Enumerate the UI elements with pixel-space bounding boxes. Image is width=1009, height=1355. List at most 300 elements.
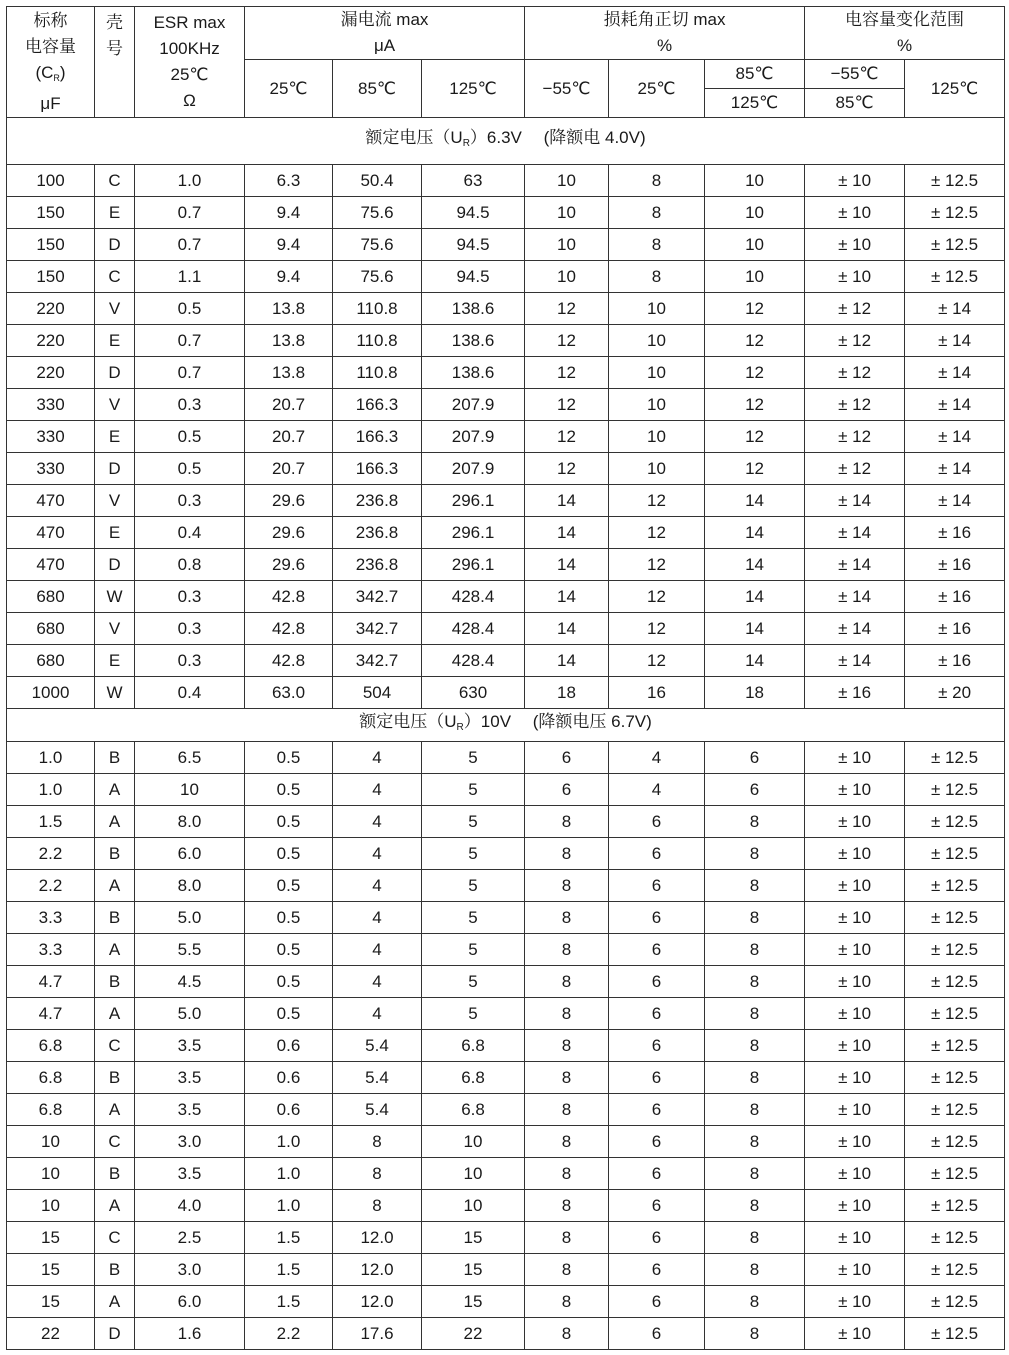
- cell-leakage-85: 4: [333, 902, 422, 934]
- cell-leakage-25: 9.4: [245, 197, 333, 229]
- header-case-line2: 号: [106, 39, 123, 58]
- header-cap-change-temp-125: 125℃: [905, 60, 1005, 118]
- cell-df-minus55: 8: [525, 1062, 609, 1094]
- cell-df-25: 6: [609, 1094, 705, 1126]
- cell-cap-change-minus55-85: ± 10: [805, 870, 905, 902]
- cell-cap-change-125: ± 14: [905, 325, 1005, 357]
- cell-esr: 3.0: [135, 1254, 245, 1286]
- cell-df-minus55: 14: [525, 581, 609, 613]
- cell-capacitance: 680: [7, 581, 95, 613]
- cell-capacitance: 6.8: [7, 1030, 95, 1062]
- header-case: [95, 7, 135, 118]
- cell-df-25: 8: [609, 261, 705, 293]
- cell-case: B: [95, 742, 135, 774]
- cell-leakage-85: 5.4: [333, 1030, 422, 1062]
- cell-df-25: 10: [609, 357, 705, 389]
- cell-df-85-125: 8: [705, 902, 805, 934]
- cell-cap-change-minus55-85: ± 10: [805, 774, 905, 806]
- table-row: [7, 613, 1005, 645]
- cell-leakage-125: 10: [422, 1158, 525, 1190]
- cell-df-85-125: 8: [705, 806, 805, 838]
- cell-case: E: [95, 325, 135, 357]
- cell-capacitance: 100: [7, 165, 95, 197]
- cell-df-minus55: 12: [525, 325, 609, 357]
- header-capacitance-line1: 标称: [33, 10, 68, 30]
- table-body: [7, 118, 1005, 1350]
- cell-leakage-85: 236.8: [333, 549, 422, 581]
- table-row: [7, 1318, 1005, 1350]
- cell-case: A: [95, 998, 135, 1030]
- cell-esr: 0.4: [135, 677, 245, 709]
- cell-leakage-125: 5: [422, 870, 525, 902]
- cell-df-minus55: 8: [525, 1286, 609, 1318]
- cell-cap-change-minus55-85: ± 12: [805, 293, 905, 325]
- cell-cap-change-minus55-85: ± 10: [805, 1286, 905, 1318]
- cell-leakage-125: 5: [422, 966, 525, 998]
- cell-leakage-125: 428.4: [422, 581, 525, 613]
- table-row: [7, 870, 1005, 902]
- cell-cap-change-minus55-85: ± 10: [805, 838, 905, 870]
- header-dissipation-title: 损耗角正切 max: [603, 10, 726, 29]
- cell-cap-change-125: ± 12.5: [905, 838, 1005, 870]
- cell-esr: 0.7: [135, 357, 245, 389]
- cell-df-25: 8: [609, 229, 705, 261]
- cell-df-25: 10: [609, 421, 705, 453]
- section-voltage-label: 额定电压$(U_R)10V$ (降额电压 6.7V): [7, 709, 1005, 742]
- cell-leakage-25: 0.5: [245, 742, 333, 774]
- table-row: [7, 1158, 1005, 1190]
- cell-case: C: [95, 1126, 135, 1158]
- cell-df-25: 10: [609, 453, 705, 485]
- cell-df-25: 6: [609, 1158, 705, 1190]
- cell-df-minus55: 14: [525, 485, 609, 517]
- cell-capacitance: 3.3: [7, 934, 95, 966]
- cell-capacitance: 2.2: [7, 870, 95, 902]
- cell-df-25: 6: [609, 1126, 705, 1158]
- cell-df-25: 12: [609, 517, 705, 549]
- cell-leakage-25: 9.4: [245, 229, 333, 261]
- cell-capacitance: 10: [7, 1158, 95, 1190]
- cell-leakage-25: 20.7: [245, 389, 333, 421]
- cell-df-85-125: 14: [705, 645, 805, 677]
- table-row: [7, 838, 1005, 870]
- cell-leakage-85: 236.8: [333, 517, 422, 549]
- cell-cap-change-125: ± 14: [905, 357, 1005, 389]
- cell-leakage-85: 75.6: [333, 197, 422, 229]
- cell-leakage-85: 342.7: [333, 581, 422, 613]
- cell-df-minus55: 6: [525, 774, 609, 806]
- cell-capacitance: 220: [7, 357, 95, 389]
- cell-leakage-25: 13.8: [245, 293, 333, 325]
- cell-cap-change-minus55-85: ± 10: [805, 1094, 905, 1126]
- cell-cap-change-125: ± 12.5: [905, 1222, 1005, 1254]
- cell-df-minus55: 8: [525, 1158, 609, 1190]
- cell-cap-change-125: ± 12.5: [905, 1158, 1005, 1190]
- cell-esr: 3.5: [135, 1030, 245, 1062]
- cell-leakage-125: 207.9: [422, 421, 525, 453]
- cell-df-minus55: 12: [525, 421, 609, 453]
- table-row: [7, 581, 1005, 613]
- header-cap-change-temp-85: 85℃: [805, 89, 905, 118]
- cell-capacitance: 330: [7, 389, 95, 421]
- cell-leakage-85: 8: [333, 1158, 422, 1190]
- table-row: [7, 229, 1005, 261]
- cell-cap-change-minus55-85: ± 10: [805, 197, 905, 229]
- cell-leakage-125: 5: [422, 998, 525, 1030]
- cell-leakage-25: 0.5: [245, 998, 333, 1030]
- cell-cap-change-minus55-85: ± 10: [805, 1222, 905, 1254]
- cell-cap-change-minus55-85: ± 10: [805, 998, 905, 1030]
- cell-df-minus55: 10: [525, 229, 609, 261]
- cell-cap-change-125: ± 12.5: [905, 1286, 1005, 1318]
- cell-cap-change-125: ± 12.5: [905, 1254, 1005, 1286]
- cell-leakage-125: 15: [422, 1222, 525, 1254]
- table-row: [7, 774, 1005, 806]
- cell-leakage-25: 0.5: [245, 774, 333, 806]
- cell-esr: 0.3: [135, 645, 245, 677]
- cell-case: V: [95, 389, 135, 421]
- cell-cap-change-125: ± 14: [905, 485, 1005, 517]
- cell-leakage-85: 4: [333, 966, 422, 998]
- cell-df-minus55: 8: [525, 806, 609, 838]
- cell-df-25: 6: [609, 1222, 705, 1254]
- cell-capacitance: 150: [7, 261, 95, 293]
- cell-esr: 0.3: [135, 485, 245, 517]
- cell-cap-change-minus55-85: ± 12: [805, 357, 905, 389]
- cell-leakage-125: 5: [422, 742, 525, 774]
- cell-capacitance: 4.7: [7, 966, 95, 998]
- cell-cap-change-minus55-85: ± 14: [805, 581, 905, 613]
- table-row: [7, 806, 1005, 838]
- cell-df-minus55: 14: [525, 549, 609, 581]
- cell-esr: 0.4: [135, 517, 245, 549]
- cell-esr: 5.0: [135, 998, 245, 1030]
- cell-df-minus55: 8: [525, 934, 609, 966]
- cell-df-minus55: 8: [525, 1254, 609, 1286]
- header-capacitance-line2: 电容量: [25, 36, 76, 56]
- cell-esr: 3.0: [135, 1126, 245, 1158]
- header-leakage-temp-85: 85℃: [333, 60, 422, 118]
- cell-leakage-125: 10: [422, 1190, 525, 1222]
- cell-case: A: [95, 1094, 135, 1126]
- cell-leakage-85: 166.3: [333, 421, 422, 453]
- table-row: [7, 934, 1005, 966]
- cell-leakage-25: 2.2: [245, 1318, 333, 1350]
- cell-cap-change-125: ± 12.5: [905, 1062, 1005, 1094]
- cell-df-minus55: 12: [525, 453, 609, 485]
- cell-leakage-85: 8: [333, 1126, 422, 1158]
- cell-df-85-125: 8: [705, 1286, 805, 1318]
- cell-cap-change-minus55-85: ± 12: [805, 421, 905, 453]
- cell-case: B: [95, 838, 135, 870]
- cell-esr: 0.3: [135, 389, 245, 421]
- cell-capacitance: 220: [7, 325, 95, 357]
- cell-df-85-125: 8: [705, 966, 805, 998]
- cell-df-25: 6: [609, 998, 705, 1030]
- cell-cap-change-125: ± 14: [905, 453, 1005, 485]
- cell-case: C: [95, 261, 135, 293]
- cell-cap-change-125: ± 12.5: [905, 165, 1005, 197]
- capacitor-spec-table: [6, 6, 1005, 1350]
- table-row: [7, 1222, 1005, 1254]
- cell-df-85-125: 8: [705, 1190, 805, 1222]
- cell-esr: 1.0: [135, 165, 245, 197]
- cell-df-85-125: 8: [705, 1158, 805, 1190]
- cell-df-25: 12: [609, 485, 705, 517]
- cell-leakage-125: 5: [422, 774, 525, 806]
- cell-case: C: [95, 165, 135, 197]
- cell-esr: 0.3: [135, 581, 245, 613]
- cell-cap-change-minus55-85: ± 10: [805, 1158, 905, 1190]
- cell-esr: 2.5: [135, 1222, 245, 1254]
- cell-capacitance: 22: [7, 1318, 95, 1350]
- header-leakage: [245, 7, 525, 60]
- cell-cap-change-125: ± 12.5: [905, 966, 1005, 998]
- cell-capacitance: 680: [7, 613, 95, 645]
- cell-leakage-25: 0.5: [245, 966, 333, 998]
- cell-esr: 0.7: [135, 325, 245, 357]
- cell-leakage-25: 29.6: [245, 549, 333, 581]
- table-row: [7, 1126, 1005, 1158]
- cell-leakage-25: 13.8: [245, 357, 333, 389]
- cell-leakage-125: 6.8: [422, 1062, 525, 1094]
- cell-df-25: 12: [609, 613, 705, 645]
- cell-cap-change-minus55-85: ± 14: [805, 645, 905, 677]
- cell-case: A: [95, 934, 135, 966]
- cell-leakage-125: 296.1: [422, 485, 525, 517]
- cell-cap-change-minus55-85: ± 10: [805, 966, 905, 998]
- header-case-line1: 壳: [106, 13, 123, 32]
- cell-leakage-125: 5: [422, 806, 525, 838]
- cell-leakage-25: 0.5: [245, 806, 333, 838]
- cell-esr: 6.0: [135, 838, 245, 870]
- cell-case: A: [95, 806, 135, 838]
- table-row: [7, 998, 1005, 1030]
- cell-capacitance: 15: [7, 1222, 95, 1254]
- table-row: [7, 1030, 1005, 1062]
- cell-esr: 8.0: [135, 806, 245, 838]
- cell-cap-change-125: ± 12.5: [905, 934, 1005, 966]
- cell-capacitance: 6.8: [7, 1062, 95, 1094]
- cell-leakage-85: 110.8: [333, 293, 422, 325]
- section-header-row: [7, 709, 1005, 742]
- cell-leakage-25: 13.8: [245, 325, 333, 357]
- cell-leakage-85: 166.3: [333, 453, 422, 485]
- cell-leakage-85: 4: [333, 998, 422, 1030]
- cell-df-25: 8: [609, 165, 705, 197]
- cell-df-25: 6: [609, 1254, 705, 1286]
- cell-df-85-125: 8: [705, 1030, 805, 1062]
- cell-df-25: 10: [609, 293, 705, 325]
- cell-df-25: 10: [609, 325, 705, 357]
- cell-leakage-85: 12.0: [333, 1286, 422, 1318]
- cell-esr: 6.5: [135, 742, 245, 774]
- table-row: [7, 293, 1005, 325]
- cell-esr: 0.8: [135, 549, 245, 581]
- section-header-row: [7, 118, 1005, 165]
- cell-df-85-125: 14: [705, 613, 805, 645]
- cell-df-85-125: 14: [705, 581, 805, 613]
- cell-leakage-85: 75.6: [333, 229, 422, 261]
- cell-cap-change-125: ± 14: [905, 293, 1005, 325]
- cell-df-85-125: 8: [705, 1062, 805, 1094]
- cell-leakage-25: 1.0: [245, 1126, 333, 1158]
- cell-cap-change-125: ± 12.5: [905, 1030, 1005, 1062]
- cell-df-minus55: 14: [525, 645, 609, 677]
- cell-cap-change-125: ± 14: [905, 389, 1005, 421]
- cell-capacitance: 470: [7, 485, 95, 517]
- cell-leakage-25: 63.0: [245, 677, 333, 709]
- table-row: [7, 645, 1005, 677]
- cell-df-25: 12: [609, 645, 705, 677]
- cell-leakage-85: 8: [333, 1190, 422, 1222]
- cell-capacitance: 1000: [7, 677, 95, 709]
- header-capacitance: [7, 7, 95, 118]
- cell-df-85-125: 18: [705, 677, 805, 709]
- cell-df-85-125: 6: [705, 774, 805, 806]
- header-cap-change-title: 电容量变化范围: [845, 10, 965, 29]
- cell-df-85-125: 8: [705, 1126, 805, 1158]
- cell-cap-change-125: ± 12.5: [905, 870, 1005, 902]
- cell-capacitance: 220: [7, 293, 95, 325]
- cell-esr: 5.0: [135, 902, 245, 934]
- cell-leakage-125: 63: [422, 165, 525, 197]
- cell-df-85-125: 14: [705, 517, 805, 549]
- cell-case: E: [95, 517, 135, 549]
- header-dissipation-unit: %: [656, 36, 673, 55]
- header-esr: [135, 7, 245, 118]
- cell-capacitance: 680: [7, 645, 95, 677]
- cell-df-85-125: 14: [705, 549, 805, 581]
- cell-cap-change-125: ± 12.5: [905, 1190, 1005, 1222]
- cell-leakage-85: 4: [333, 934, 422, 966]
- header-dissipation-temp-85: 85℃: [705, 60, 805, 89]
- cell-leakage-25: 0.6: [245, 1094, 333, 1126]
- cell-capacitance: 470: [7, 549, 95, 581]
- cell-leakage-85: 17.6: [333, 1318, 422, 1350]
- cell-cap-change-minus55-85: ± 10: [805, 229, 905, 261]
- cell-df-85-125: 10: [705, 229, 805, 261]
- cell-leakage-85: 110.8: [333, 357, 422, 389]
- cell-df-minus55: 6: [525, 742, 609, 774]
- cell-case: W: [95, 581, 135, 613]
- cell-df-85-125: 12: [705, 325, 805, 357]
- table-row: [7, 1062, 1005, 1094]
- cell-leakage-125: 296.1: [422, 517, 525, 549]
- table-row: [7, 549, 1005, 581]
- cell-df-25: 8: [609, 197, 705, 229]
- cell-capacitance: 15: [7, 1286, 95, 1318]
- cell-esr: 4.0: [135, 1190, 245, 1222]
- cell-cap-change-125: ± 12.5: [905, 1126, 1005, 1158]
- header-cap-change-temp-minus55: −55℃: [805, 60, 905, 89]
- header-esr-line2: 100KHz: [159, 39, 220, 58]
- cell-leakage-125: 428.4: [422, 645, 525, 677]
- cell-case: C: [95, 1222, 135, 1254]
- cell-df-minus55: 12: [525, 293, 609, 325]
- table-row: [7, 357, 1005, 389]
- cell-df-85-125: 12: [705, 357, 805, 389]
- cell-leakage-25: 6.3: [245, 165, 333, 197]
- cell-esr: 3.5: [135, 1062, 245, 1094]
- header-esr-line1: ESR max: [153, 13, 226, 32]
- cell-df-minus55: 12: [525, 357, 609, 389]
- cell-df-85-125: 12: [705, 293, 805, 325]
- cell-esr: 0.5: [135, 421, 245, 453]
- cell-esr: 3.5: [135, 1158, 245, 1190]
- cell-cap-change-125: ± 16: [905, 581, 1005, 613]
- cell-esr: 1.6: [135, 1318, 245, 1350]
- cell-case: A: [95, 774, 135, 806]
- cell-cap-change-minus55-85: ± 10: [805, 165, 905, 197]
- cell-leakage-125: 138.6: [422, 357, 525, 389]
- cell-leakage-125: 207.9: [422, 389, 525, 421]
- cell-cap-change-125: ± 16: [905, 645, 1005, 677]
- cell-leakage-85: 4: [333, 838, 422, 870]
- cell-leakage-25: 29.6: [245, 485, 333, 517]
- cell-leakage-85: 504: [333, 677, 422, 709]
- cell-leakage-85: 4: [333, 742, 422, 774]
- header-esr-line3: 25℃: [170, 65, 209, 84]
- cell-df-minus55: 8: [525, 1094, 609, 1126]
- cell-leakage-25: 0.5: [245, 934, 333, 966]
- cell-case: D: [95, 1318, 135, 1350]
- cell-df-25: 6: [609, 838, 705, 870]
- cell-df-minus55: 8: [525, 1222, 609, 1254]
- cell-cap-change-125: ± 12.5: [905, 742, 1005, 774]
- cell-cap-change-minus55-85: ± 16: [805, 677, 905, 709]
- cell-df-25: 6: [609, 806, 705, 838]
- cell-df-85-125: 12: [705, 453, 805, 485]
- cell-df-25: 6: [609, 1286, 705, 1318]
- cell-leakage-25: 1.5: [245, 1286, 333, 1318]
- cell-cap-change-125: ± 12.5: [905, 1094, 1005, 1126]
- cell-case: B: [95, 1158, 135, 1190]
- header-capacitance-symbol: (CR): [35, 62, 66, 83]
- cell-df-85-125: 10: [705, 261, 805, 293]
- cell-leakage-25: 1.5: [245, 1222, 333, 1254]
- cell-cap-change-125: ± 16: [905, 517, 1005, 549]
- cell-case: W: [95, 677, 135, 709]
- cell-cap-change-minus55-85: ± 10: [805, 1190, 905, 1222]
- cell-capacitance: 2.2: [7, 838, 95, 870]
- table-row: [7, 1286, 1005, 1318]
- cell-leakage-25: 9.4: [245, 261, 333, 293]
- cell-leakage-25: 42.8: [245, 645, 333, 677]
- cell-esr: 8.0: [135, 870, 245, 902]
- cell-esr: 1.1: [135, 261, 245, 293]
- table-row: [7, 1190, 1005, 1222]
- table-row: [7, 325, 1005, 357]
- cell-esr: 0.7: [135, 197, 245, 229]
- cell-leakage-125: 94.5: [422, 261, 525, 293]
- cell-capacitance: 150: [7, 229, 95, 261]
- cell-cap-change-minus55-85: ± 10: [805, 1030, 905, 1062]
- cell-df-25: 12: [609, 549, 705, 581]
- cell-capacitance: 6.8: [7, 1094, 95, 1126]
- cell-df-minus55: 14: [525, 613, 609, 645]
- cell-cap-change-125: ± 12.5: [905, 197, 1005, 229]
- header-dissipation: [525, 7, 805, 60]
- cell-cap-change-minus55-85: ± 10: [805, 1062, 905, 1094]
- cell-case: A: [95, 1286, 135, 1318]
- cell-leakage-85: 342.7: [333, 645, 422, 677]
- cell-case: B: [95, 1062, 135, 1094]
- cell-capacitance: 1.0: [7, 774, 95, 806]
- table-row: [7, 197, 1005, 229]
- header-leakage-temp-125: 125℃: [422, 60, 525, 118]
- table-header: [7, 7, 1005, 118]
